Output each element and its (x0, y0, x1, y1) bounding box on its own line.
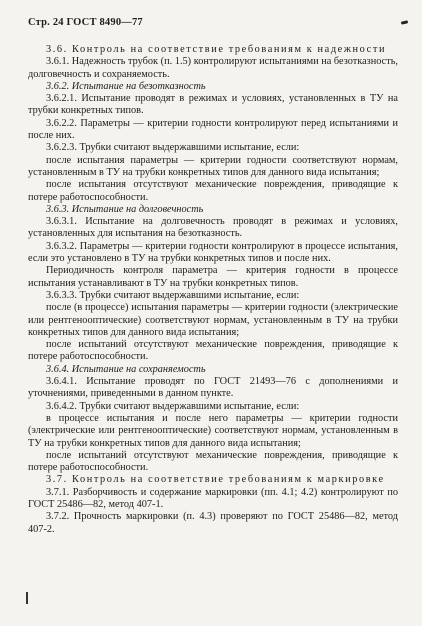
paragraph: 3.6.2.1. Испытание проводят в режимах и условиях, установленных в ТУ на трубки конкретных типов. (28, 93, 398, 117)
margin-ink-mark (26, 592, 28, 604)
paragraph: 3.6.3.2. Параметры — критерии годности контролируют в процессе испытания, если это установлено в ТУ на трубки конкретных типов и после них. (28, 240, 398, 265)
corner-ink-mark (401, 20, 408, 24)
paragraph: 3.6.2.3. Трубки считают выдержавшими испытание, если: (46, 142, 300, 154)
paragraph: 3.6.3.3. Трубки считают выдержавшими испытание, если: (46, 289, 300, 301)
paragraph: 3.6.2.2. Параметры — критерии годности контролируют перед испытаниями и после них. (28, 117, 398, 142)
paragraph: 3.7.2. Прочность маркировки (п. 4.3) проверяют по ГОСТ 25486—82, метод 407-2. (28, 511, 398, 535)
paragraph: 3.6.4.1. Испытание проводят по ГОСТ 21493—76 с дополнениями и уточнениями, приведенными в данном пункте. (28, 376, 398, 400)
paragraph: в процессе испытания и после него параметры — критерии годности (электрические или рентгенооптические) соответствуют нормам, установленным в ТУ на трубки конкретных типов для данного вида испытания; (28, 412, 398, 449)
subsection-heading-storability: 3.6.4. Испытание на сохраняемость (46, 363, 206, 375)
paragraph: 3.6.3.1. Испытание на долговечность проводят в режимах и условиях, установленных для испытания на безотказность. (28, 216, 398, 240)
subsection-heading-failure-free: 3.6.2. Испытание на безотказность (46, 80, 206, 92)
paragraph: после испытания отсутствуют механические повреждения, приводящие к потере работоспособности. (28, 179, 398, 203)
paragraph: Периодичность контроля параметра — критерия годности в процессе испытания устанавливают в ТУ на трубки конкретных типов. (28, 265, 398, 289)
page-header: Стр. 24 ГОСТ 8490—77 (28, 17, 143, 28)
subsection-heading-durability: 3.6.3. Испытание на долговечность (46, 203, 204, 215)
section-heading-reliability: 3.6. Контроль на соответствие требованиям к надежности (46, 44, 387, 55)
document-body (28, 44, 398, 536)
paragraph: после испытаний отсутствуют механические повреждения, приводящие к потере работоспособности. (28, 339, 398, 363)
paragraph: 3.6.4.2. Трубки считают выдержавшими испытание, если: (46, 400, 300, 412)
paragraph: после испытаний отсутствуют механические повреждения, приводящие к потере работоспособности. (28, 449, 398, 474)
section-heading-marking: 3.7. Контроль на соответствие требованиям к маркировке (46, 474, 385, 486)
paragraph: после (в процессе) испытания параметры — критерии годности (электрические или рентгенооптические) соответствуют нормам, установленным в ТУ на трубки конкретных типов для данного вида испытания; (28, 302, 398, 338)
paragraph: 3.6.1. Надежность трубок (п. 1.5) контролируют испытаниями на безотказность, долговечность и сохраняемость. (28, 56, 398, 80)
paragraph: после испытания параметры — критерии годности соответствуют нормам, установленным в ТУ на трубки конкретных типов для данного вида испытания; (28, 154, 398, 178)
paragraph: 3.7.1. Разборчивость и содержание маркировки (пп. 4.1; 4.2) контролируют по ГОСТ 25486—82, метод 407-1. (28, 486, 398, 510)
